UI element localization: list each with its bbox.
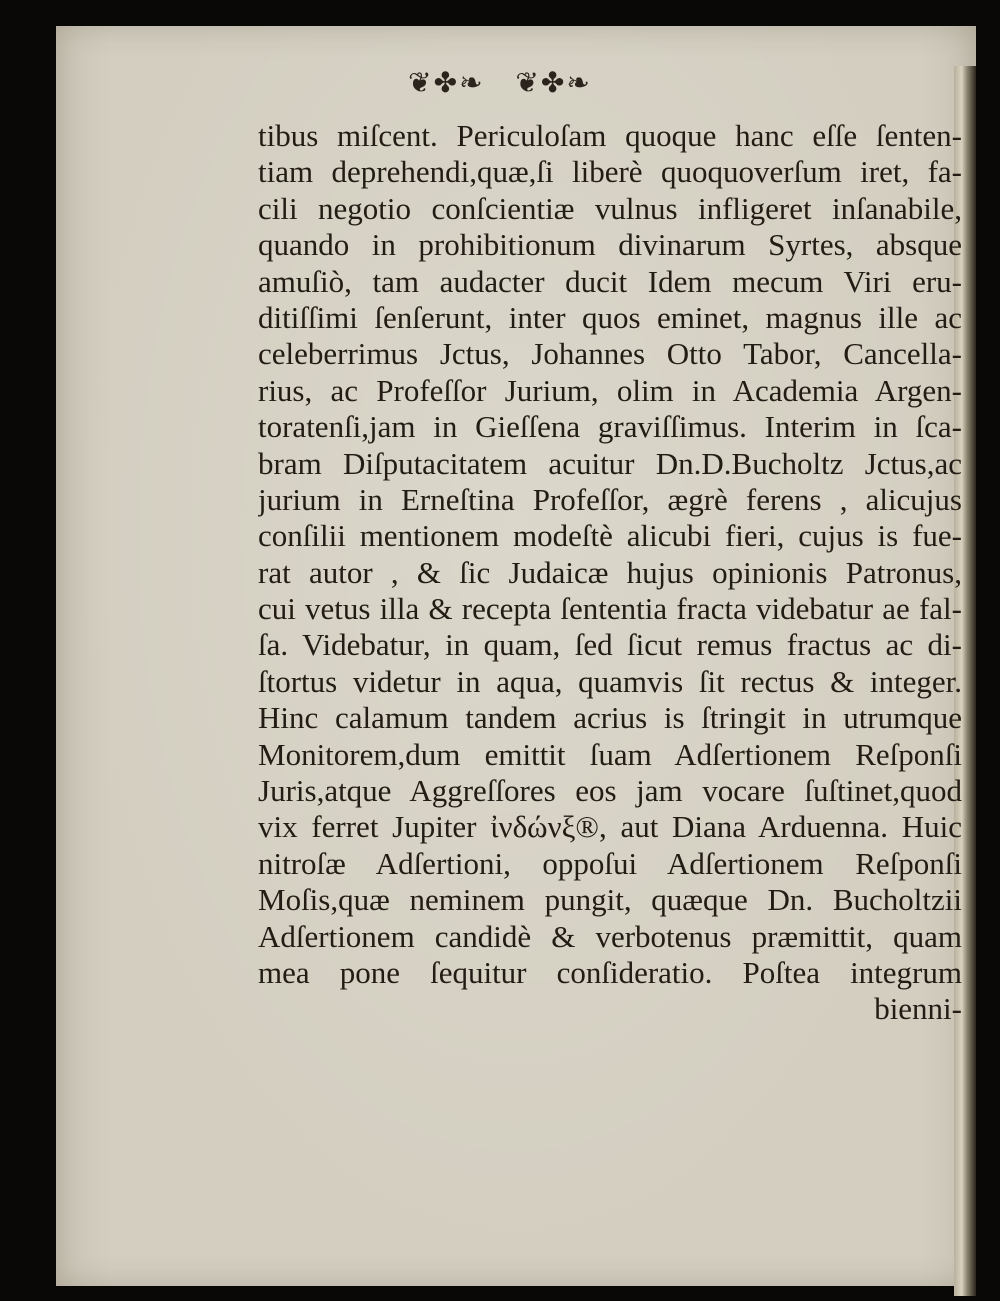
- text-line: tiam deprehendi,quæ,ſi liberè quoquoverſum iret, fa-: [258, 154, 962, 190]
- text-line: Moſis,quæ neminem pungit, quæque Dn. Bucholtzii: [258, 882, 962, 918]
- text-line: Monitorem,dum emittit ſuam Adſertionem Reſponſi: [258, 736, 962, 772]
- text-line: jurium in Erneſtina Profeſſor, ægrè ferens , alicujus: [258, 481, 962, 517]
- text-line: rius, ac Profeſſor Jurium, olim in Academia Argen-: [258, 372, 962, 408]
- header-ornament: [0, 66, 1000, 99]
- text-line: mea pone ſequitur conſideratio. Poſtea integrum: [258, 954, 962, 990]
- catchword: bienni-: [874, 991, 962, 1027]
- text-line: Adſertionem candidè & verbotenus præmittit, quam: [258, 918, 962, 954]
- text-line: ſtortus videtur in aqua, quamvis ſit rectus & integer.: [258, 663, 962, 699]
- text-line: bram Diſputacitatem acuitur Dn.D.Bucholtz Jctus,ac: [258, 445, 962, 481]
- body-text: [258, 118, 962, 1028]
- text-line: cui vetus illa & recepta ſententia fracta videbatur ae fal-: [258, 591, 962, 627]
- text-line: conſilii mentionem modeſtè alicubi fieri, cujus is fue-: [258, 518, 962, 554]
- text-line: toratenſi,jam in Gieſſena graviſſimus. Interim in ſca-: [258, 409, 962, 445]
- text-line: Juris,atque Aggreſſores eos jam vocare ſuſtinet,quod: [258, 773, 962, 809]
- text-line: amuſiò, tam audacter ducit Idem mecum Viri eru-: [258, 263, 962, 299]
- text-line: tibus miſcent. Periculoſam quoque hanc eſſe ſenten-: [258, 118, 962, 153]
- text-line: quando in prohibitionum divinarum Syrtes, absque: [258, 227, 962, 263]
- fleuron-icon: ❦✤❧: [408, 66, 485, 99]
- fleuron-icon: ❦✤❧: [515, 66, 592, 99]
- text-line: rat autor , & ſic Judaicæ hujus opinionis Patronus,: [258, 554, 962, 590]
- text-line: nitroſæ Adſertioni, oppoſui Adſertionem Reſponſi: [258, 845, 962, 881]
- text-line: cili negotio conſcientiæ vulnus infligeret inſanabile,: [258, 190, 962, 226]
- text-line: ditiſſimi ſenſerunt, inter quos eminet, magnus ille ac: [258, 299, 962, 335]
- text-line: celeberrimus Jctus, Johannes Otto Tabor, Cancella-: [258, 336, 962, 372]
- text-line: vix ferret Jupiter ἰνδώνξ®, aut Diana Arduenna. Huic: [258, 809, 962, 845]
- text-line: Hinc calamum tandem acrius is ſtringit in utrumque: [258, 700, 962, 736]
- text-line: ſa. Videbatur, in quam, ſed ſicut remus fractus ac di-: [258, 627, 962, 663]
